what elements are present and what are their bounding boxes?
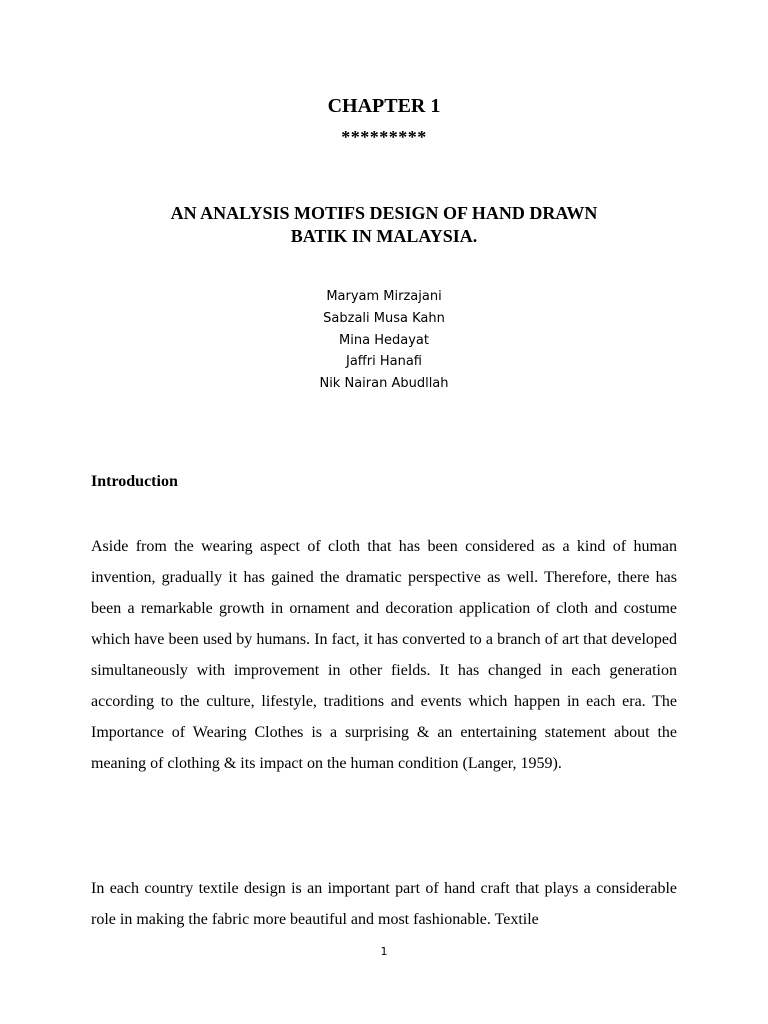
author-name: Mina Hedayat (339, 332, 429, 348)
author-name: Jaffri Hanafi (346, 354, 422, 370)
author-name: Sabzali Musa Kahn (323, 310, 445, 326)
author-list (0, 286, 768, 395)
paper-title-line-1: AN ANALYSIS MOTIFS DESIGN OF HAND DRAWN (170, 203, 598, 223)
chapter-separator: ********* (341, 127, 427, 147)
page-number: 1 (380, 945, 388, 958)
paper-title-line-2: BATIK IN MALAYSIA. (290, 226, 478, 246)
author-name: Nik Nairan Abudllah (319, 376, 449, 392)
chapter-heading: CHAPTER 1 (327, 95, 441, 117)
body-paragraph: Aside from the wearing aspect of cloth that has been considered as a kind of human invention, gradually it has gained the dramatic perspective as well. Therefore, there has been a remarkable growth in ornament and decoration application of cloth and costume which have been used by humans. In fact, it has converted to a branch of art that developed simultaneously with improvement in other fields. It has changed in each generation according to the culture, lifestyle, traditions and events which happen in each era. The Importance of Wearing Clothes is a surprising & an entertaining statement about the meaning of clothing & its impact on the human condition (Langer, 1959). (91, 538, 677, 772)
body-paragraph: In each country textile design is an important part of hand craft that plays a considerable role in making the fabric more beautiful and most fashionable. Textile (91, 880, 677, 928)
author-name: Maryam Mirzajani (326, 289, 442, 304)
paper-title (84, 202, 684, 248)
section-heading-introduction: Introduction (91, 473, 178, 490)
